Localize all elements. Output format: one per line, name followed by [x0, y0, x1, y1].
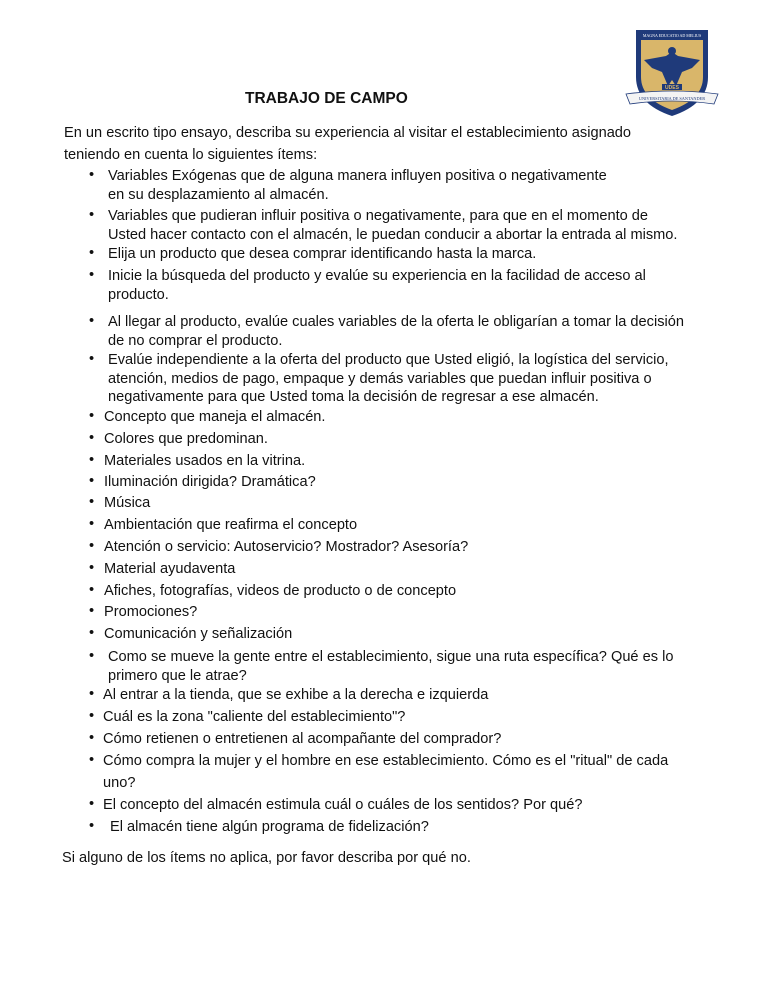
list-item — [103, 730, 501, 749]
bullet-icon: • — [89, 430, 95, 446]
list-item-line: El concepto del almacén estimula cuál o cuáles de los sentidos? Por qué? — [103, 797, 583, 813]
bullet-icon: • — [89, 494, 95, 510]
list-item — [104, 408, 325, 427]
list-item — [108, 267, 646, 304]
list-item-line: Promociones? — [104, 604, 198, 620]
list-item-line: Variables Exógenas que de alguna manera influyen positiva o negativamente — [108, 168, 607, 184]
list-item — [108, 648, 673, 685]
list-item — [108, 313, 684, 350]
list-item-line: Al entrar a la tienda, que se exhibe a la derecha e izquierda — [103, 687, 489, 703]
svg-text:MAGNA EDUCATIO AD MELIUS: MAGNA EDUCATIO AD MELIUS — [642, 33, 702, 38]
bullet-icon: • — [89, 686, 95, 702]
list-item-line: Cómo compra la mujer y el hombre en ese establecimiento. Cómo es el "ritual" de cada — [103, 753, 669, 769]
svg-text:UNIVERSITARIA DE SANTANDER: UNIVERSITARIA DE SANTANDER — [638, 96, 706, 101]
list-item-line: de no comprar el producto. — [108, 332, 283, 349]
list-item-line: Ambientación que reafirma el concepto — [104, 517, 358, 533]
bullet-icon: • — [89, 538, 95, 554]
list-item — [108, 245, 536, 264]
list-item-line: Como se mueve la gente entre el establecimiento, sigue una ruta específica? Qué es lo — [108, 649, 674, 665]
bullet-icon: • — [89, 730, 95, 746]
intro-line-2: teniendo en cuenta lo siguientes ítems: — [64, 147, 318, 163]
closing-note: Si alguno de los ítems no aplica, por favor describa por qué no. — [62, 850, 471, 866]
list-item-line: El almacén tiene algún programa de fidelización? — [110, 819, 429, 835]
list-item-line: en su desplazamiento al almacén. — [108, 186, 329, 203]
list-item-line: Música — [104, 495, 151, 511]
bullet-icon: • — [89, 818, 95, 834]
list-item — [104, 516, 357, 535]
list-item — [103, 686, 488, 705]
list-item-line: Cómo retienen o entretienen al acompañante del comprador? — [103, 731, 502, 747]
bullet-icon: • — [89, 582, 95, 598]
list-item — [104, 538, 468, 557]
list-item — [103, 708, 405, 727]
bullet-icon: • — [89, 560, 95, 576]
document-title: TRABAJO DE CAMPO — [245, 90, 408, 107]
list-item-line: Elija un producto que desea comprar identificando hasta la marca. — [108, 246, 537, 262]
bullet-icon: • — [89, 648, 95, 664]
list-item — [104, 582, 456, 601]
list-item — [110, 818, 429, 837]
list-item — [104, 625, 292, 644]
list-item-line: Colores que predominan. — [104, 431, 268, 447]
list-item-line: uno? — [103, 774, 136, 791]
list-item — [108, 167, 607, 204]
list-item-line: Material ayudaventa — [104, 561, 236, 577]
list-item-line: primero que le atrae? — [108, 667, 247, 684]
bullet-icon: • — [89, 452, 95, 468]
bullet-icon: • — [89, 796, 95, 812]
list-item — [104, 560, 235, 579]
list-item-line: Materiales usados en la vitrina. — [104, 453, 306, 469]
list-item — [108, 351, 669, 407]
list-item-line: negativamente para que Usted toma la decisión de regresar a ese almacén. — [108, 389, 599, 405]
bullet-icon: • — [89, 167, 95, 183]
list-item-line: Inicie la búsqueda del producto y evalúe su experiencia en la facilidad de acceso al — [108, 268, 646, 284]
bullet-icon: • — [89, 408, 95, 424]
bullet-icon: • — [89, 603, 95, 619]
bullet-icon: • — [89, 267, 95, 283]
bullet-icon: • — [89, 708, 95, 724]
list-item-line: Atención o servicio: Autoservicio? Mostrador? Asesoría? — [104, 539, 469, 555]
list-item — [104, 452, 305, 471]
bullet-icon: • — [89, 516, 95, 532]
bullet-icon: • — [89, 625, 95, 641]
bullet-icon: • — [89, 473, 95, 489]
list-item-line: Iluminación dirigida? Dramática? — [104, 474, 316, 490]
bullet-icon: • — [89, 313, 95, 329]
list-item — [104, 494, 150, 513]
list-item — [104, 473, 316, 492]
svg-text:UDES: UDES — [665, 85, 679, 91]
bullet-icon: • — [89, 245, 95, 261]
bullet-icon: • — [89, 207, 95, 223]
list-item-line: Variables que pudieran influir positiva o negativamente, para que en el momento de — [108, 208, 649, 224]
list-item — [103, 796, 582, 815]
list-item-line: Afiches, fotografías, videos de producto o de concepto — [104, 583, 457, 599]
list-item — [108, 207, 677, 244]
list-item-line: producto. — [108, 286, 169, 303]
bullet-icon: • — [89, 752, 95, 768]
university-logo — [622, 22, 722, 120]
list-item-line: Evalúe independiente a la oferta del producto que Usted eligió, la logística del servicio, — [108, 352, 669, 368]
list-item-line: atención, medios de pago, empaque y demás variables que puedan influir positiva o — [108, 370, 652, 387]
list-item-line: Cuál es la zona "caliente del establecimiento"? — [103, 709, 406, 725]
list-item-line: Comunicación y señalización — [104, 626, 293, 642]
list-item — [104, 603, 197, 622]
list-item — [103, 752, 668, 792]
bullet-icon: • — [89, 351, 95, 367]
list-item-line: Usted hacer contacto con el almacén, le puedan conducir a abortar la entrada al mismo. — [108, 226, 678, 243]
list-item-line: Concepto que maneja el almacén. — [104, 409, 326, 425]
list-item — [104, 430, 268, 449]
intro-line-1: En un escrito tipo ensayo, describa su experiencia al visitar el establecimiento asignado — [64, 125, 632, 141]
list-item-line: Al llegar al producto, evalúe cuales variables de la oferta le obligarían a tomar la decisión — [108, 314, 684, 330]
